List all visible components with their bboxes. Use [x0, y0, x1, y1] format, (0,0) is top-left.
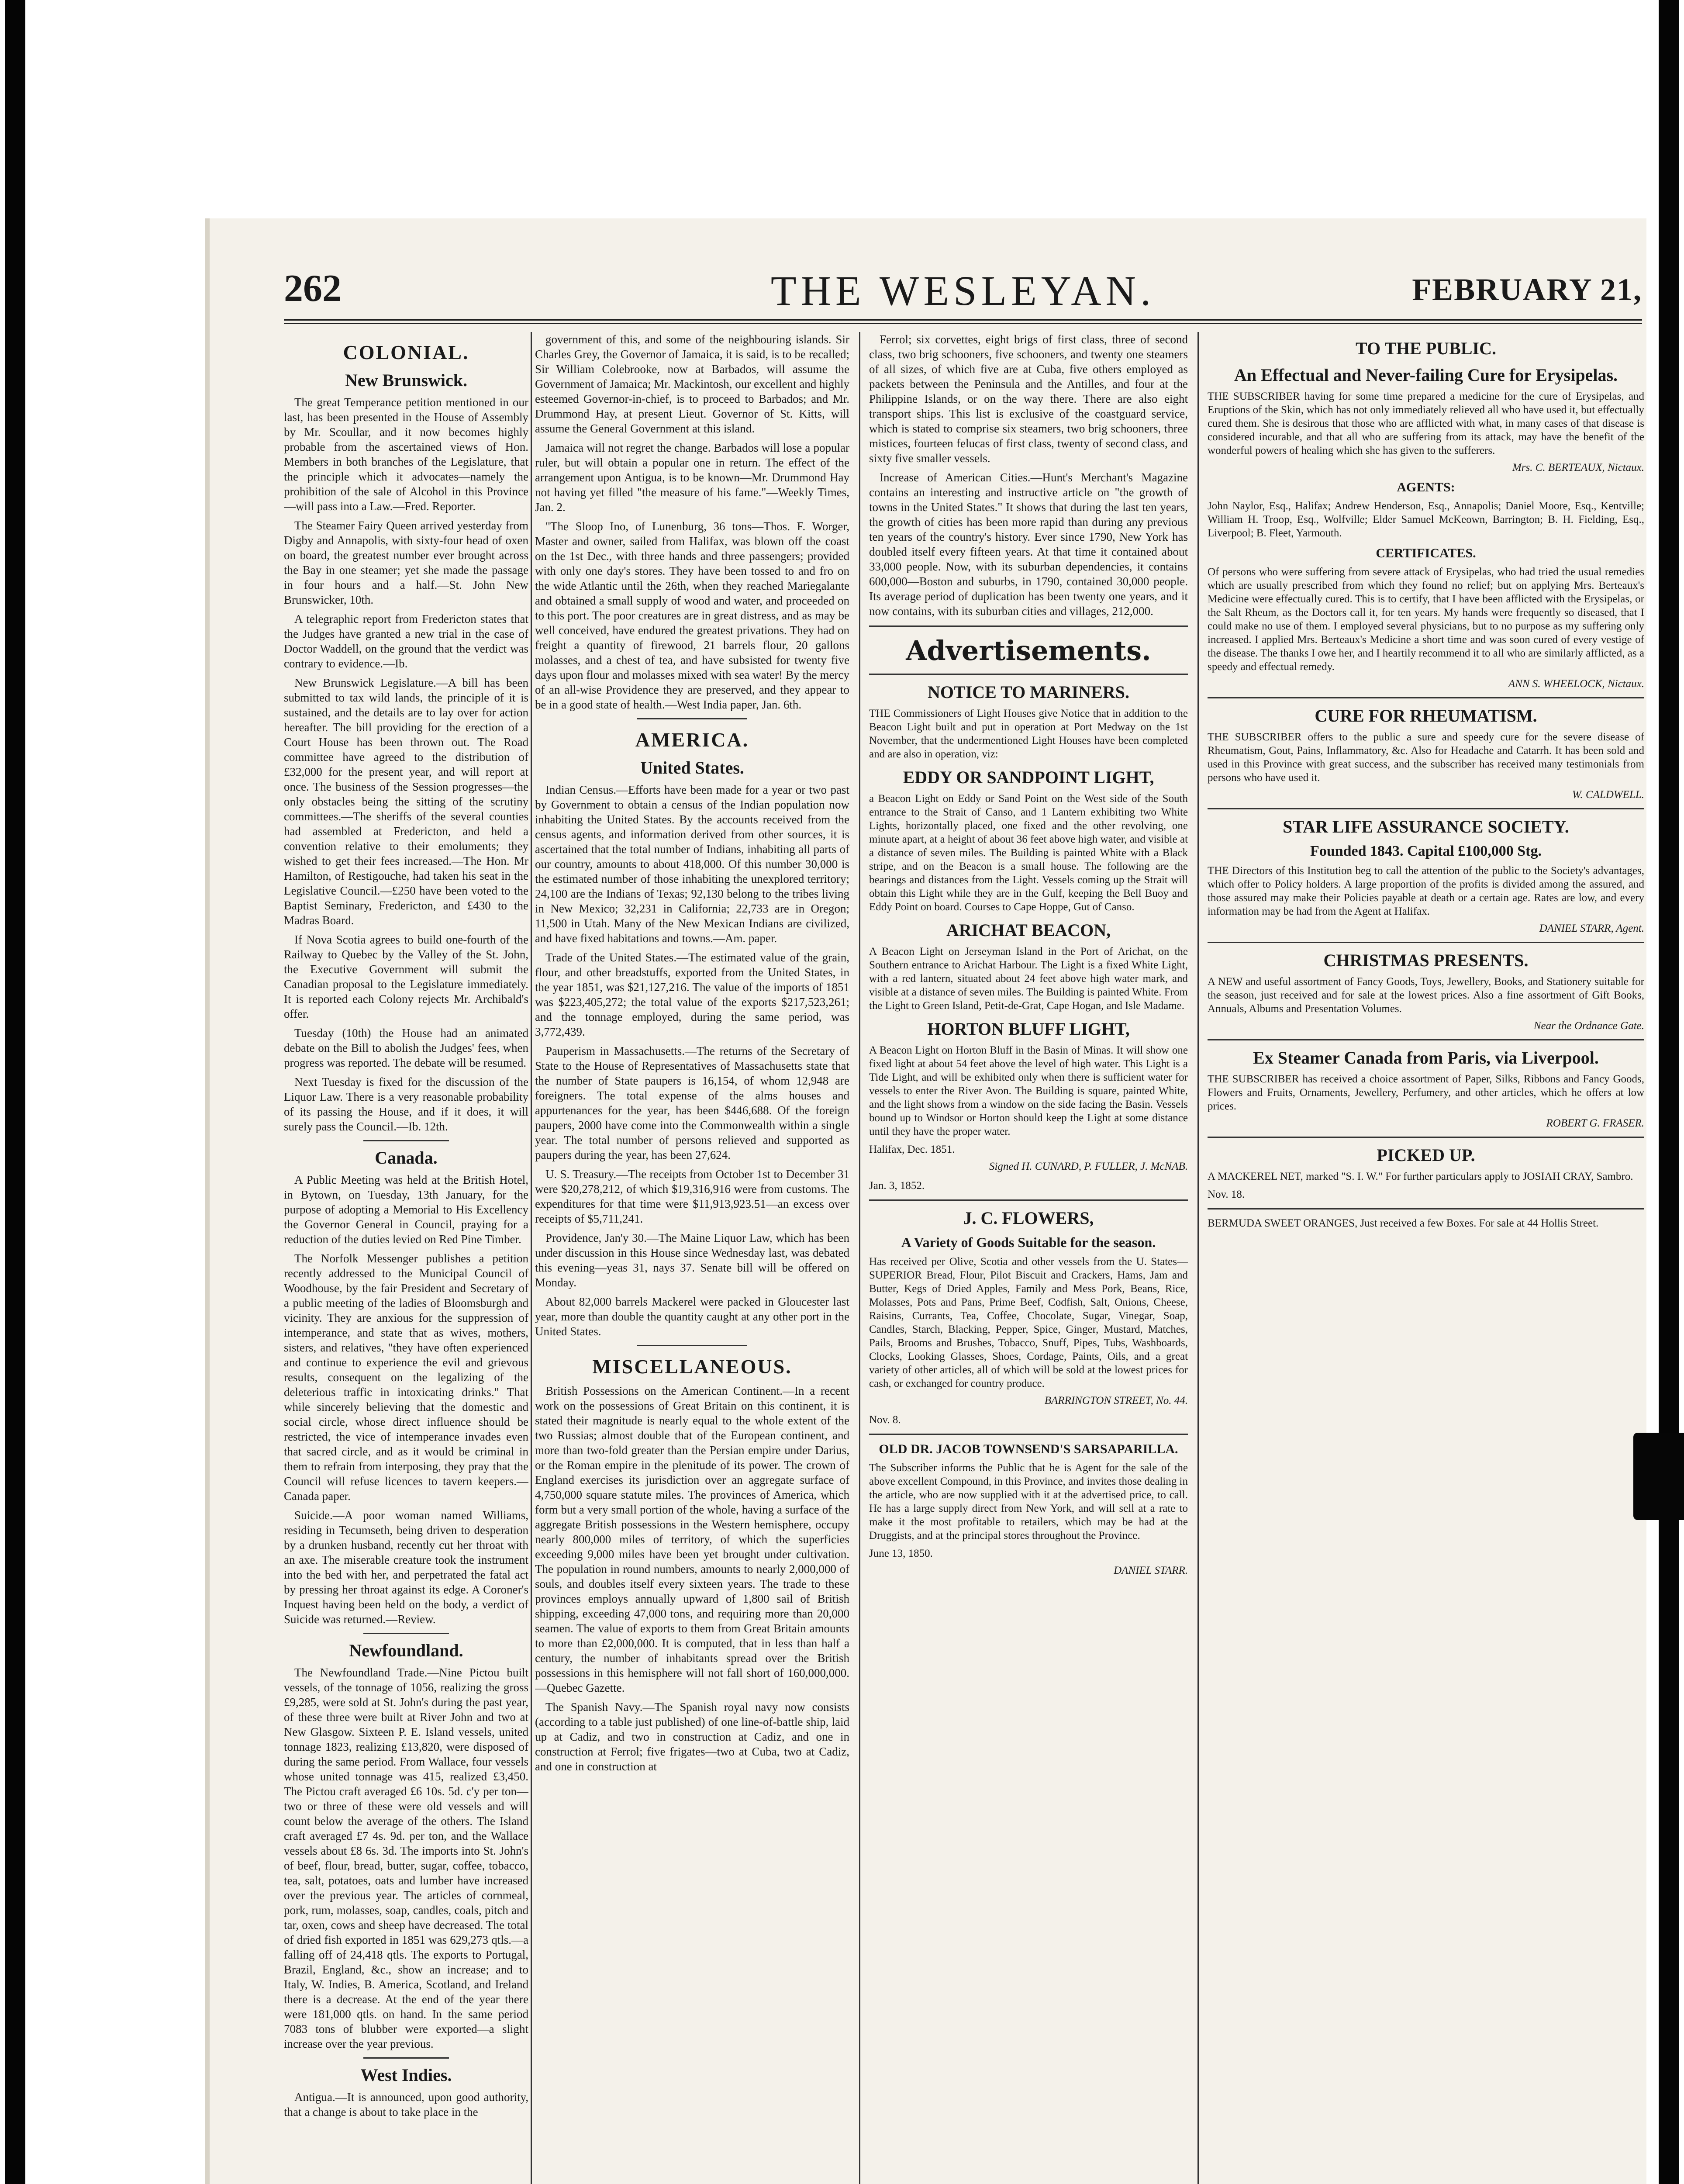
article-paragraph: Antigua.—It is announced, upon good authority, that a change is about to take place in the — [284, 2091, 528, 2118]
article-paragraph: The Newfoundland Trade.—Nine Pictou built vessels, of the tonnage of 1056, realizing the gross £9,285, were sold at St. John's during the past year, of these three were built at River John and two at New Glasgow. Sixteen P. E. Island vessels, united tonnage 1823, realizing £13,820, were disposed of during the same period. From Wallace, four vessels whose united tonnage was 415, realized £3,450. The Pictou craft averaged £6 10s. 5d. c'y per ton—two or three of these were old vessels and will count below the average of the others. The Island craft averaged £7 4s. 9d. per ton, and the Wallace vessels about £8 6s. 3d. The imports into St. John's of beef, flour, bread, butter, sugar, coffee, tobacco, tea, salt, potatoes, oats and lumber have increased over the previous year. The articles of cornmeal, pork, rum, molasses, soap, candles, coals, pitch and tar, oxen, cows and sheep have decreased. The total of dried fish exported in 1851 was 629,273 qtls.—a falling off of 24,418 qtls. The exports to Portugal, Brazil, England, &c., show an increase; and to Italy, W. Indies, B. America, Scotland, and Ireland there is a decrease. At the end of the year there were 181,000 qtls. on hand. In the same period 7083 tons of blubber were exported—a slight increase over the year previous. — [284, 1666, 528, 2050]
article-paragraph: New Brunswick Legislature.—A bill has been submitted to tax wild lands, the principle of it is sustained, and the details are to lay over for action hereafter. The bill providing for the erection of a Court House has been thrown out. The Road committee have agreed to the distribution of £32,000 for the present year, and will report at once. The business of the Session progresses—the only obstacles being the sitting of the scrutiny committees.—The sheriffs of the several counties had assembled at Fredericton, and held a convention relative to their emoluments; they wished to get their fees increased.—The Hon. Mr Hamilton, of Restigouche, had taken his seat in the Legislative Council.—£250 have been voted to the Baptist Seminary, Fredericton, and £430 to the Madras Board. — [284, 676, 528, 927]
left-border — [5, 0, 25, 2184]
column-2 — [535, 332, 849, 2184]
newspaper-title: THE WESLEYAN. — [770, 267, 1156, 314]
section-rule — [869, 1434, 1188, 1435]
ad-text: John Naylor, Esq., Halifax; Andrew Henderson, Esq., Annapolis; Daniel Moore, Esq., Kentville; William H. Troop, Esq., Wolfville; Elder Samuel McKeown, Barrington; B. H. Fielding, Esq., Liverpool; B. Fleet, Yarmouth. — [1208, 500, 1644, 539]
ad-heading-christmas: CHRISTMAS PRESENTS. — [1323, 950, 1529, 970]
article-paragraph: About 82,000 barrels Mackerel were packed in Gloucester last year, more than double the quantity caught at any other port in the United States. — [535, 1295, 849, 1338]
ad-date: Nov. 18. — [1208, 1189, 1245, 1200]
ad-heading-mariners: NOTICE TO MARINERS. — [928, 682, 1129, 702]
article-paragraph: Suicide.—A poor woman named Williams, residing in Tecumseth, being driven to desperation by a drunken husband, recently cut her throat with an axe. The miserable creature took the instrument into the bed with her, and perpetrated the fatal act by pressing her throat against its edge. A Coroner's Inquest having been held on the body, a verdict of Suicide was returned.—Review. — [284, 1509, 528, 1626]
subheading-new-brunswick: New Brunswick. — [345, 370, 468, 390]
ad-subheading-insurance: Founded 1843. Capital £100,000 Stg. — [1310, 843, 1542, 859]
section-rule — [637, 718, 747, 719]
subheading-united-states: United States. — [640, 758, 744, 778]
ad-text: THE Commissioners of Light Houses give Notice that in addition to the Beacon Light built and put in operation at Port Medway on the 1st November, that the undermentioned Light Houses have been completed and are also in operation, viz: — [869, 708, 1188, 760]
ad-text: The Subscriber informs the Public that he is Agent for the sale of the above excellent Compound, in this Province, and invites those dealing in the article, who are now supplied with it at the advertised price, to call. He has a large supply direct from New York, and will sell at a rate to make it the most profitable to retailers, which may be had at the Druggists, and at the principal stores throughout the Province. — [869, 1462, 1188, 1541]
ad-date: Nov. 8. — [869, 1414, 901, 1426]
ad-text: A Beacon Light on Jerseyman Island in the Port of Arichat, on the Southern entrance to Arichat Harbour. The Light is a fixed White Light, with a red lantern, situated about 24 feet above high water mark, and visible at a distance of seven miles. The Building is painted White. From the Light to Green Island, Petit-de-Grat, Cape Hogan, and Isle Madame. — [869, 946, 1188, 1012]
article-paragraph: If Nova Scotia agrees to build one-fourth of the Railway to Quebec by the Valley of the St. John, the Executive Government will submit the Canadian proposal to the Legislature immediately. It is reported each Colony rejects Mr. Archibald's offer. — [284, 933, 528, 1020]
ad-subheading-flowers: A Variety of Goods Suitable for the season. — [901, 1234, 1156, 1250]
ad-signature: W. CALDWELL. — [1572, 789, 1644, 801]
column-3 — [869, 332, 1188, 2184]
article-paragraph: British Possessions on the American Continent.—In a recent work on the possessions of Great Britain on this continent, it is stated their magnitude is nearly equal to the whole extent of the two Russias; almost double that of the European continent, and more than two-fold greater than the Persian empire under Darius, or the Roman empire in the plenitude of its power. The crown of England exercises its jurisdiction over an aggregate surface of 4,750,000 square statute miles. The provinces of America, which form but a very small portion of the whole, having a surface of the aggregate British possessions in the Western hemisphere, occupy nearly 800,000 miles of territory, of which the superficies exceeding 9,000 miles have been yet brought under cultivation. The population in round numbers, amounts to nearly 2,000,000 of souls, and doubles itself every sixteen years. The trade to these provinces employs annually upward of 1,800 sail of British shipping, exceeding 47,000 tons, and requiring more than 20,000 seamen. The value of exports to them from Great Britain amounts to more than £2,000,000. It is computed, that in less than half a century, the number of inhabitants spread over the British possessions in this hemisphere will not fall short of 160,000,000.—Quebec Gazette. — [535, 1384, 849, 1694]
advertisements-heading: Advertisements. — [906, 635, 1151, 667]
section-heading-miscellaneous: MISCELLANEOUS. — [592, 1355, 792, 1378]
column-1 — [284, 332, 528, 2184]
ad-text: A Beacon Light on Horton Bluff in the Basin of Minas. It will show one fixed light at about 54 feet above the level of high water. This Light is a Tide Light, and will be exhibited only when there is sufficient water for vessels to enter the River Avon. The Building is square, painted White, and the light shows from a window on the side facing the Basin. Vessels bound up to Windsor or Horton should keep the Light at some distance until they have the proper water. — [869, 1044, 1188, 1137]
article-paragraph: Increase of American Cities.—Hunt's Merchant's Magazine contains an interesting and instructive article on "the growth of towns in the United States." It shows that during the last ten years, the growth of cities has been more rapid than during any previous ten years of the country's history. Ever since 1790, New York has doubled itself every fifteen years. At that time it contained about 33,000 people. Now, with its suburban dependencies, it contains 600,000—Boston and suburbs, in 1790, contained 30,000 people. Its average period of duplication has been twenty one years, and it now contains, with its suburban cities and villages, 212,000. — [869, 471, 1188, 618]
ad-subheading-eddy-light: EDDY OR SANDPOINT LIGHT, — [903, 767, 1154, 787]
article-paragraph: A Public Meeting was held at the British Hotel, in Bytown, on Tuesday, 13th January, for the purpose of adopting a Memorial to His Excellency the Governor General in Council, praying for a reduction of the duties levied on Red Pine Timber. — [284, 1173, 528, 1246]
subheading-newfoundland: Newfoundland. — [349, 1641, 463, 1660]
column-divider — [531, 332, 532, 2184]
ad-text: Of persons who were suffering from severe attack of Erysipelas, who had tried the usual remedies which are usually prescribed from which they found no relief; but on applying Mrs. Berteaux's Medicine were effectually cured. This is to certify, that I have been afflicted with the Erysipelas, or the Salt Rheum, as the Doctors call it, for ten years. My hands were frequently so diseased, that I could make no use of them. I employed several physicians, but to no purpose as my suffering only increased. I applied Mrs. Berteaux's Medicine a short time and was soon cured of every vestige of the disease. The thanks I owe her, and I heartily recommend it to all who are similarly afflicted, as a speedy and effectual remedy. — [1208, 566, 1644, 673]
section-rule — [869, 1199, 1188, 1201]
ad-heading-erysipelas: An Effectual and Never-failing Cure for Erysipelas. — [1234, 365, 1618, 385]
ad-heading-picked-up: PICKED UP. — [1377, 1145, 1475, 1165]
article-paragraph: Providence, Jan'y 30.—The Maine Liquor Law, which has been under discussion in this House since Wednesday last, was debated this evening—yeas 31, nays 37. Senate bill will be offered on Monday. — [535, 1231, 849, 1289]
section-rule — [637, 1345, 747, 1346]
ad-signature: Near the Ordnance Gate. — [1533, 1020, 1644, 1032]
section-rule — [363, 1140, 449, 1141]
section-rule — [1208, 1208, 1644, 1209]
article-paragraph: Next Tuesday is fixed for the discussion of the Liquor Law. There is a very reasonable probability of its passing the House, and if it does, it will surely pass the Council.—Ib. 12th. — [284, 1075, 528, 1133]
ad-subheading-agents: AGENTS: — [1397, 480, 1455, 494]
ad-heading-rheumatism: CURE FOR RHEUMATISM. — [1315, 706, 1537, 726]
article-paragraph: The Steamer Fairy Queen arrived yesterday from Digby and Annapolis, with sixty-four head of oxen on board, the greatest number ever brought across the Bay in one steamer; yet she made the passage in four hours and a half.—St. John New Brunswicker, 10th. — [284, 519, 528, 606]
article-paragraph: The Norfolk Messenger publishes a petition recently addressed to the Municipal Council of Woodhouse, by the fair President and Secretary of a public meeting of the ladies of Bloomsburgh and vicinity. They are anxious for the suppression of intemperance, and state that as wives, mothers, sisters, and relatives, "they have often experienced and continue to experience the evil and grievous results, consequent on the legalizing of the deleterious traffic in intoxicating drinks." That while sincerely believing that the domestic and social circle, whose direct influence should be restricted, the vice of intemperance invades even that sacred circle, and as it would be criminal in them to refrain from interposing, they pray that the Council will refuse licences to tavern keepers.—Canada paper. — [284, 1252, 528, 1503]
subheading-west-indies: West Indies. — [360, 2065, 452, 2085]
section-rule — [869, 625, 1188, 627]
right-border — [1659, 0, 1679, 2184]
section-rule — [363, 1633, 449, 1634]
section-rule — [869, 674, 1188, 675]
masthead — [284, 266, 1642, 314]
article-paragraph: government of this, and some of the neighbouring islands. Sir Charles Grey, the Governor of Jamaica, it is said, is to be recalled; Sir William Colebrooke, now at Barbados, will assume the Government of Jamaica; Mr. Mackintosh, our excellent and highly esteemed Governor-in-chief, is to proceed to Barbados; and Mr. Drummond Hay, at present Lieut. Governor of St. Kitts, will assume the General Government at this island. — [535, 333, 849, 435]
article-paragraph: Jamaica will not regret the change. Barbados will lose a popular ruler, but will obtain a popular one in return. The effect of the arrangement upon Antigua, is to be known—Mr. Drummond Hay not having yet filled "the measure of his fame."—Weekly Times, Jan. 2. — [535, 441, 849, 514]
article-paragraph: The Spanish Navy.—The Spanish royal navy now consists (according to a table just published) of one line-of-battle ship, laid up at Cadiz, and two in construction at Cadiz, and one in construction at Ferrol; five frigates—two at Cuba, two at Cadiz, and one in construction at — [535, 1700, 849, 1773]
article-paragraph: "The Sloop Ino, of Lunenburg, 36 tons—Thos. F. Worger, Master and owner, sailed from Halifax, was blown off the coast on the 1st Dec., with three hands and three passengers; provided with only one day's stores. They have been tossed to and fro on the wide Atlantic until the 26th, when they reached Mariegalante and obtained a small supply of wood and water, and proceeded on to this port. The poor creatures are in great distress, and as may be well conceived, have endured the greatest privations. They had on freight a quantity of firewood, 21 barrels flour, 20 gallons molasses, and a chest of tea, and have subsisted for twenty five days upon flour and molasses mixed with sea water! By the mercy of an all-wise Providence they are preserved, and they appear to be in a good state of health.—West India paper, Jan. 6th. — [535, 520, 849, 711]
ad-date: June 13, 1850. — [869, 1548, 933, 1559]
section-heading-america: AMERICA. — [635, 729, 749, 751]
column-4 — [1208, 332, 1644, 2184]
issue-date: FEBRUARY 21, — [1412, 272, 1642, 307]
ad-subheading-certificates: CERTIFICATES. — [1376, 546, 1476, 560]
subheading-canada: Canada. — [375, 1148, 438, 1168]
article-paragraph: U. S. Treasury.—The receipts from October 1st to December 31 were $20,278,212, of which $19,316,916 were from customs. The expenditures for that time were $11,913,923.51—an excess over receipts of $5,711,241. — [535, 1168, 849, 1225]
ad-text: THE SUBSCRIBER having for some time prepared a medicine for the cure of Erysipelas, and Eruptions of the Skin, which has not only immediately relieved all who have used it, but effectually cured them. She is desirous that those who are afflicted with what, in many cases of that disease is considered incurable, and that all who are suffering from its attack, may have the benefit of the wonderful powers of healing which she has given to the sufferers. — [1208, 390, 1644, 456]
ad-heading-sarsaparilla: OLD DR. JACOB TOWNSEND'S SARSAPARILLA. — [879, 1442, 1178, 1456]
ad-subheading-horton: HORTON BLUFF LIGHT, — [927, 1019, 1130, 1039]
ad-heading-steamer: Ex Steamer Canada from Paris, via Liverpool. — [1253, 1048, 1599, 1068]
ad-date: Jan. 3, 1852. — [869, 1180, 925, 1192]
section-rule — [1208, 1137, 1644, 1138]
section-rule — [1208, 808, 1644, 809]
section-rule — [363, 2057, 449, 2059]
ad-text: THE SUBSCRIBER offers to the public a sure and speedy cure for the severe disease of Rheumatism, Gout, Pains, Inflammatory, &c. Also for Headache and Catarrh. It has been sold and used in this Province with great success, and the subscriber has received many testimonials from persons who have used it. — [1208, 731, 1644, 784]
ad-signature: ROBERT G. FRASER. — [1546, 1117, 1644, 1129]
ad-heading-flowers: J. C. FLOWERS, — [963, 1208, 1094, 1228]
ad-heading-public: TO THE PUBLIC. — [1356, 339, 1496, 358]
page-number: 262 — [284, 267, 342, 310]
section-rule — [1208, 697, 1644, 698]
ad-text: Has received per Olive, Scotia and other vessels from the U. States—SUPERIOR Bread, Flour, Pilot Biscuit and Crackers, Hams, Jam and Butter, Kegs of Dried Apples, Family and Mess Pork, Beans, Rice, Molasses, Pots and Pans, Prime Beef, Codfish, Salt, Onions, Cheese, Raisins, Currants, Tea, Coffee, Chocolate, Sugar, Vinegar, Soap, Candles, Starch, Blacking, Pepper, Spice, Ginger, Mustard, Matches, Pails, Brooms and Brushes, Tobacco, Snuff, Pipes, Tubs, Washboards, Clocks, Looking Glasses, Shoes, Cordage, Paints, Oils, and a great variety of other articles, all of which will be sold at the lowest prices for cash, or exchanged for country produce. — [869, 1256, 1188, 1389]
ad-text: A MACKEREL NET, marked "S. I. W." For further particulars apply to JOSIAH CRAY, Sambro. — [1208, 1171, 1633, 1182]
ad-heading-insurance: STAR LIFE ASSURANCE SOCIETY. — [1283, 817, 1569, 836]
ad-signature: ANN S. WHEELOCK, Nictaux. — [1508, 678, 1644, 690]
ad-date: Halifax, Dec. 1851. — [869, 1144, 955, 1155]
article-paragraph: Ferrol; six corvettes, eight brigs of first class, three of second class, two brig schooners, five schooners, and twenty one steamers of all sizes, of which five are at Cuba, five others employed as packets between the Peninsula and the Antilles, and four at the Philippine Islands, or on the way there. There are also eight transport ships. This list is exclusive of the coastguard service, which is stated to comprise six steamers, two brig schooners, three mistices, fourteen felucas of first class, twenty of second class, and sixty five smaller vessels. — [869, 333, 1188, 465]
masthead-rule — [284, 319, 1642, 324]
article-paragraph: A telegraphic report from Fredericton states that the Judges have granted a new trial in the case of Doctor Waddell, on the ground that the verdict was contrary to evidence.—Ib. — [284, 612, 528, 670]
ad-signature: DANIEL STARR, Agent. — [1539, 923, 1644, 934]
article-paragraph: Tuesday (10th) the House had an animated debate on the Bill to abolish the Judges' fees, when progress was reported. The debate will be resumed. — [284, 1026, 528, 1069]
ad-address: BARRINGTON STREET, No. 44. — [1044, 1395, 1188, 1406]
article-paragraph: The great Temperance petition mentioned in our last, has been presented in the House of Assembly by Mr. Scoullar, and it now becomes highly probable from the ascertained views of Hon. Members in both branches of the Legislature, that the principle which it advocates—namely the prohibition of the sale of Alcohol in this Province—will pass into a Law.—Fred. Reporter. — [284, 396, 528, 513]
column-divider — [859, 332, 860, 2184]
ad-text: a Beacon Light on Eddy or Sand Point on the West side of the South entrance to the Strait of Canso, and 1 Lantern exhibiting two White Lights, horizontally placed, one fixed and the other revolving, one minute apart, at a height of about 36 feet above high water, and visible at a distance of seven miles. The Building is painted White with a Black stripe, and on the Beacon is a small house. The following are the bearings and distances from the Light. Vessels coming up the Strait will obtain this Light while they are in the Gulf, keeping the Bell Buoy and Eddy Point on board. Courses to Cape Hoppe, Gut of Canso. — [869, 793, 1188, 913]
ad-signature: DANIEL STARR. — [1114, 1565, 1188, 1576]
ad-text: A NEW and useful assortment of Fancy Goods, Toys, Jewellery, Books, and Stationery suitable for the season, just received and for sale at the lowest prices. Also a fine assortment of Gift Books, Annuals, Albums and Presentation Volumes. — [1208, 976, 1644, 1015]
section-rule — [1208, 942, 1644, 943]
section-heading-colonial: COLONIAL. — [343, 341, 469, 363]
ad-text: THE SUBSCRIBER has received a choice assortment of Paper, Silks, Ribbons and Fancy Goods, Flowers and Fruits, Ornaments, Jewellery, Perfumery, and other articles, which he offers at low prices. — [1208, 1073, 1644, 1112]
ad-subheading-arichat: ARICHAT BEACON, — [946, 920, 1111, 940]
column-divider — [1197, 332, 1199, 2184]
ad-signature: Mrs. C. BERTEAUX, Nictaux. — [1512, 462, 1644, 473]
article-paragraph: Trade of the United States.—The estimated value of the grain, flour, and other breadstuffs, exported from the United States, in the year 1851, was $21,127,216. The value of the imports of 1851 was $223,405,272; the total value of the exports $217,523,261; and the tonnage employed, during the same period, was 3,772,439. — [535, 951, 849, 1038]
ad-text: THE Directors of this Institution beg to call the attention of the public to the Society's advantages, which offer to Policy holders. A large proportion of the profits is divided among the assured, and those assured may make their Policies payable at death or a certain age. Rates are low, and every information may be had from the Agent at Halifax. — [1208, 865, 1644, 917]
section-rule — [1208, 1039, 1644, 1040]
ad-text-bermuda: BERMUDA SWEET ORANGES, Just received a few Boxes. For sale at 44 Hollis Street. — [1208, 1217, 1599, 1229]
ad-signature: Signed H. CUNARD, P. FULLER, J. McNAB. — [989, 1161, 1188, 1172]
article-paragraph: Indian Census.—Efforts have been made for a year or two past by Government to obtain a census of the Indian population now inhabiting the United States. By the accounts received from the census agents, and information derived from other sources, it is ascertained that the total number of Indians, inhabiting all parts of our country, amounts to about 418,000. Of this number 30,000 is the estimated number of those inhabiting the unexplored territory; 24,100 are the Indians of Texas; 92,130 belong to the tribes living in New Mexico; 32,231 in California; 22,733 are in Oregon; 11,500 in Utah. Many of the New Mexican Indians are civilized, and have fixed habitations and towns.—Am. paper. — [535, 783, 849, 945]
article-paragraph: Pauperism in Massachusetts.—The returns of the Secretary of State to the House of Representatives of Massachusetts state that the number of State paupers is 16,154, of whom 12,948 are foreigners. The total expense of the alms houses and appurtenances for the year, has been $446,688. Of the foreign paupers, 2000 have come into the Commonwealth within a single year. The total number of persons relieved and supported as paupers during the year, has been 27,624. — [535, 1044, 849, 1161]
